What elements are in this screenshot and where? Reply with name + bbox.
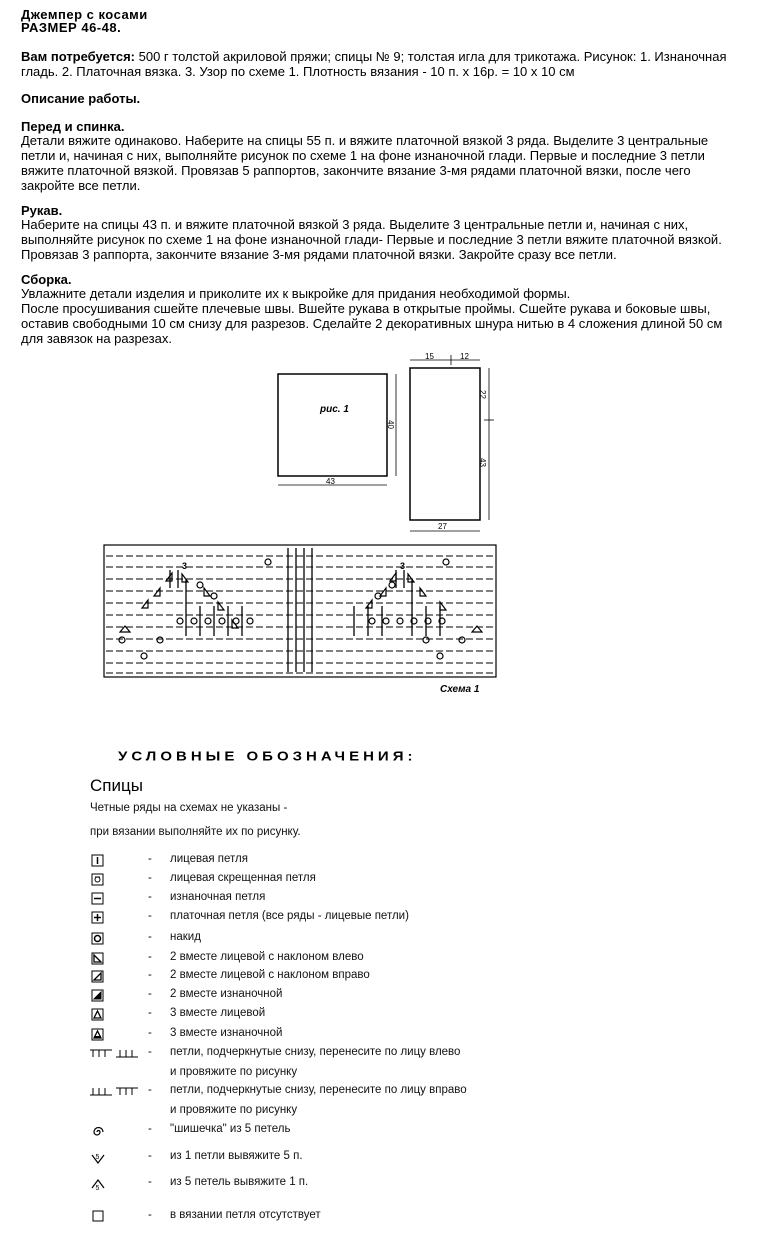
legend-label: 3 вместе лицевой — [170, 1007, 266, 1019]
pattern-pieces-diagram — [270, 350, 510, 540]
k3tog-icon — [90, 1006, 140, 1024]
section-heading-front-back: Перед и спинка. — [21, 119, 125, 134]
size-label: РАЗМЕР 46-48. — [21, 20, 122, 35]
section-heading-assembly: Сборка. — [21, 272, 72, 287]
legend-label: "шишечка" из 5 петель — [170, 1123, 291, 1135]
legend-item: - 2 вместе изнаночной — [90, 987, 550, 1005]
description-heading: Описание работы. — [21, 91, 141, 106]
p3tog-icon — [90, 1026, 140, 1044]
legend-label: в вязании петля отсутствует — [170, 1209, 321, 1221]
body-height-label: 40 — [386, 420, 395, 429]
section-text-front-back: Детали вяжите одинаково. Наберите на спицы 55 п. и вяжите платочной вязкой 3 ряда. Выделите 3 центральные петли и, начиная с них, выполняйте рисунок по схеме 1 на фоне изнаночной глади. Первые и последние 3 петли вяжите платочной вязкой. Провязав 5 раппортов, закончите вязание 3-мя рядами платочной вязки, после чего закройте все петли. — [21, 133, 709, 193]
legend-label: лицевая петля — [170, 853, 248, 865]
legend-item: - в вязании петля отсутствует — [90, 1208, 550, 1226]
chart-marker-b: 3 — [400, 561, 406, 571]
bobble-icon — [90, 1122, 140, 1140]
legend-item: 5 - из 1 петли вывяжите 5 п. — [90, 1149, 550, 1167]
sleeve-top-right-label: 12 — [460, 352, 469, 361]
sleeve-piece — [410, 368, 480, 520]
materials-paragraph — [21, 49, 746, 79]
legend-label: накид — [170, 931, 201, 943]
legend-label: платочная петля (все ряды - лицевые петли) — [170, 910, 409, 922]
legend-subtitle: Спицы — [90, 776, 143, 795]
legend-item: - "шишечка" из 5 петель — [90, 1122, 550, 1140]
increase-five-icon — [90, 1149, 140, 1167]
materials-text: 500 г толстой акриловой пряжи; спицы № 9; толстая игла для трикотажа. Рисунок: 1. Изнаночная гладь. 2. Платочная вязка. 3. Узор по схеме 1. Плотность вязания - 10 п. х 16р. = 10 х 10 см — [21, 49, 727, 79]
cable-right-icon — [90, 1083, 140, 1101]
body-piece — [278, 374, 387, 476]
legend-label: петли, подчеркнутые снизу, перенесите по лицу влево — [170, 1046, 461, 1058]
cable-left-icon — [90, 1045, 140, 1063]
legend-item: - платочная петля (все ряды - лицевые петли) — [90, 909, 550, 927]
garter-stitch-icon — [90, 909, 140, 927]
sleeve-top-left-label: 15 — [425, 352, 434, 361]
legend-label: 2 вместе лицевой с наклоном влево — [170, 951, 364, 963]
section-heading-sleeve: Рукав. — [21, 203, 63, 218]
legend-note-2: при вязании выполняйте их по рисунку. — [90, 826, 301, 838]
chart-label: Схема 1 — [440, 684, 480, 695]
body-width-label: 43 — [326, 477, 335, 486]
sleeve-upper-label: 22 — [478, 390, 487, 399]
legend-label-continued: и провяжите по рисунку — [170, 1104, 298, 1116]
legend-title: УСЛОВНЫЕ ОБОЗНАЧЕНИЯ: — [118, 749, 417, 764]
legend-label: из 1 петли вывяжите 5 п. — [170, 1150, 303, 1162]
legend-item: - 2 вместе лицевой с наклоном вправо — [90, 968, 550, 986]
knit-stitch-icon — [90, 852, 140, 870]
article-title: Джемпер с косами — [21, 7, 148, 22]
section-text-assembly: Увлажните детали изделия и приколите их к выкройке для придания необходимой формы. После просушивания сшейте плечевые швы. Вшейте рукава в открытые проймы. Сшейте рукава и боковые швы, оставив свободными 10 см снизу для разрезов. Сделайте 2 декоративных шнура нитью в 4 сложения длиной 50 см для завязок на разрезах. — [21, 286, 723, 346]
p2tog-icon — [90, 987, 140, 1005]
legend-item: - изнаночная петля — [90, 890, 550, 908]
decrease-five-icon — [90, 1175, 140, 1193]
legend-note-1: Четные ряды на схемах не указаны - — [90, 802, 288, 814]
twisted-knit-icon — [90, 871, 140, 889]
legend-label: 2 вместе лицевой с наклоном вправо — [170, 969, 370, 981]
sleeve-bottom-label: 27 — [438, 522, 447, 531]
legend-label: лицевая скрещенная петля — [170, 872, 316, 884]
legend-label-continued: и провяжите по рисунку — [170, 1066, 298, 1078]
legend-item: - лицевая петля — [90, 852, 550, 870]
legend-label: 3 вместе изнаночной — [170, 1027, 283, 1039]
chart-marker-a: 3 — [182, 561, 188, 571]
legend-item: - накид — [90, 930, 550, 948]
purl-stitch-icon — [90, 890, 140, 908]
svg-text:5: 5 — [95, 1185, 100, 1192]
legend-item: - 2 вместе лицевой с наклоном влево — [90, 950, 550, 968]
k2tog-left-icon — [90, 950, 140, 968]
legend-item: - 3 вместе лицевой — [90, 1006, 550, 1024]
knitting-chart — [100, 540, 500, 700]
legend-label: 2 вместе изнаночной — [170, 988, 283, 1000]
legend-item: - петли, подчеркнутые снизу, перенесите по лицу вправо — [90, 1083, 550, 1101]
fig-label: рис. 1 — [320, 404, 349, 415]
yarn-over-icon — [90, 930, 140, 948]
legend-label: из 5 петель вывяжите 1 п. — [170, 1176, 309, 1188]
svg-text:5: 5 — [95, 1154, 100, 1161]
legend-item: - 3 вместе изнаночной — [90, 1026, 550, 1044]
legend-item: - петли, подчеркнутые снизу, перенесите по лицу влево — [90, 1045, 550, 1063]
chart-grid — [106, 556, 494, 673]
section-text-sleeve: Наберите на спицы 43 п. и вяжите платочной вязкой 3 ряда. Выделите 3 центральные петли и, начиная с них, выполняйте рисунок по схеме 1 на фоне изнаночной глади- Первые и последние 3 петли вяжите платочной вязкой. Провязав 3 раппорта, закончите вязание 3-мя рядами платочной вязки. Закройте сразу все петли. — [21, 217, 722, 262]
no-stitch-icon — [90, 1208, 140, 1226]
legend-label: петли, подчеркнутые снизу, перенесите по лицу вправо — [170, 1084, 467, 1096]
sleeve-lower-label: 43 — [478, 458, 487, 467]
k2tog-right-icon — [90, 968, 140, 986]
materials-label: Вам потребуется: — [21, 49, 135, 64]
legend-item: 5 - из 5 петель вывяжите 1 п. — [90, 1175, 550, 1193]
legend-label: изнаночная петля — [170, 891, 266, 903]
legend-item: - лицевая скрещенная петля — [90, 871, 550, 889]
